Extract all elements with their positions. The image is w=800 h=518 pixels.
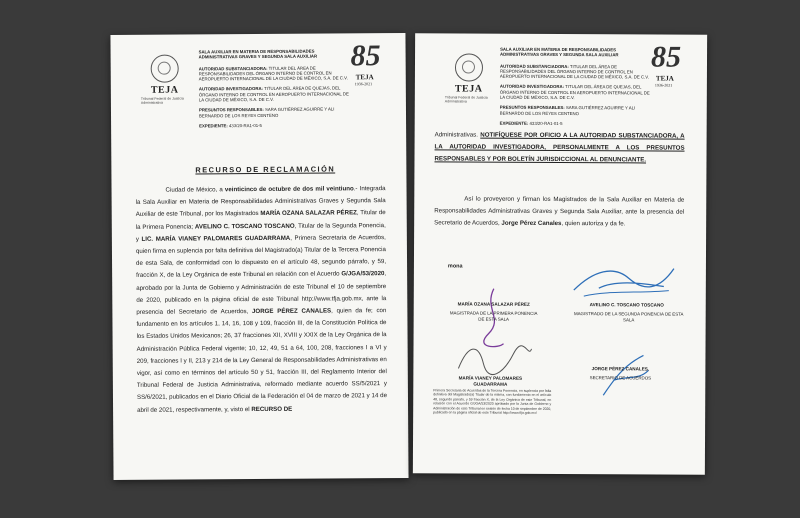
teja-logo: TEJA — [150, 84, 179, 96]
header-sub-label: AUTORIDAD SUBSTANCIADORA: — [499, 63, 569, 69]
header-pres-text: SARA GUTIÉRREZ AGUIRRE Y ALI BERNARDO DE LOS REYES CENTENO — [499, 105, 636, 116]
header-sala: SALA AUXILIAR EN MATERIA DE RESPONSABILIDADES ADMINISTRATIVAS GRAVES Y SEGUNDA SALA AUXILIAR — [198, 48, 318, 60]
header-sub-text: TITULAR DEL ÁREA DE RESPONSABILIDADES DEL ÓRGANO INTERNO DE CONTROL EN AEROPUERTO INTERNACIONAL DE LA CIUDAD DE MÉXICO, S.A. DE C.V. — [499, 63, 649, 80]
header-substanciadora — [199, 65, 349, 82]
header-inv-label: AUTORIDAD INVESTIGADORA: — [499, 84, 565, 90]
header-block — [199, 48, 350, 128]
body-text: Así lo proveyeron y firman los Magistrados de la Sala Auxiliar en Materia de Responsabilidades Administrativas Graves y Segunda Sala Auxiliar, ante la presencia del Secretario de Acuerdos, — [434, 195, 685, 228]
secretary-name: Jorge Pérez Canales — [501, 220, 562, 228]
body-text: .- Integrada la Sala Auxiliar en Materia de Responsabilidades Administrativas Graves y Segunda Sala Auxiliar de este Tribunal, por los Magistrados — [135, 185, 386, 219]
header-expediente — [199, 122, 349, 128]
document-title: RECURSO DE RECLAMACIÓN — [195, 164, 336, 175]
anniversary-logo-years: 1936-2021 — [354, 81, 373, 87]
footnote-suplencia: Primera Secretaria de Acuerdos de la Tercera Ponencia, en suplencia por falta definitiva del Magistrado(a) Titular de la misma, con fundamento en el artículo 48, segundo párrafo, y 59 fracción X, de la Ley Orgánica de este Tribunal, en relación con el Acuerdo G/JGA/53/2020 aprobado por la Junta de Gobierno y Administración de este Tribunal en sesión de fecha 10 de septiembre de 2020, publicado en la página oficial de este Tribunal http://www.tfja.gob.mx/ — [433, 388, 552, 415]
magistrate-name: AVELINO C. TOSCANO TOSCANO — [194, 222, 295, 231]
notification-order: NOTIFÍQUESE POR OFICIO A LA AUTORIDAD SUBSTANCIADORA, A LA AUTORIDAD INVESTIGADORA, PERSONALMENTE A LOS PRESUNTOS RESPONSABLES Y POR BOLETÍN JURISDICCIONAL AL DENUNCIANTE. — [434, 131, 685, 164]
header-pres-text: SARA GUTIÉRREZ AGUIRRE Y ALI BERNARDO DE LOS REYES CENTENO — [198, 106, 335, 119]
body-text: , aprobado por la Junta de Gobierno y Administración de este Tribunal el 10 de septiembre de 2020, publicado en la página oficial de este Tribunal http://www.tfja.gob.mx, ante la presencia del Secretario de Acuerdos, — [136, 270, 387, 316]
magistrate-name: MARÍA OZANA SALAZAR PÉREZ — [260, 209, 357, 218]
header-inv-label: AUTORIDAD INVESTIGADORA: — [198, 86, 263, 92]
anniversary-logo-text: TEJA — [655, 74, 674, 83]
anniversary-85-logo: 85 — [350, 39, 381, 73]
body-date: veinticinco de octubre de dos mil veintiuno — [224, 185, 354, 194]
body-text: , Primera Secretaria de Acuerdos, quien firma en suplencia por falta definitiva del Magistrado(a) Titular de la Tercera Ponencia de esta Sala, de conformidad con lo dispuesto en el artículo 48, segundo párrafo, y 59, fracción X, de la Ley Orgánica de este Tribunal en relación con el Acuerdo — [135, 233, 387, 280]
signature-scribble-palomares — [453, 338, 533, 378]
header-presuntos — [500, 105, 650, 116]
body-text: , quien autoriza y da fe. — [561, 220, 626, 228]
header-inv-text: TITULAR DEL ÁREA DE QUEJAS, DEL ÓRGANO INTERNO DE CONTROL EN AEROPUERTO INTERNACIONAL DE LA CIUDAD DE MÉXICO, S.A. DE C.V. — [499, 84, 650, 101]
header-sub-text: TITULAR DEL ÁREA DE RESPONSABILIDADES DEL ÓRGANO INTERNO DE CONTROL EN AEROPUERTO INTERNACIONAL DE LA CIUDAD DE MÉXICO, S.A. DE C.V. — [198, 65, 348, 82]
secretary-name: JORGE PÉREZ CANALES — [251, 307, 332, 316]
header-expediente — [500, 121, 650, 127]
anniversary-logo-years: 1936-2021 — [654, 82, 673, 88]
body-text: , quien da fe; con fundamento en los artículos 1, 14, 16, 108 y 109, fracción III, de la Constitución Política de los Estados Unidos Mexicanos; 26, 37 fracciones XII, XVIII y XXIX de la Ley Orgánica de la Administración Pública Federal vigente; 10, 12, 49, 51 a 64, 100, 208, fracciones I a VI y 209, fracciones I y II, 213 y 214 de la Ley General de Responsabilidades Administrativas en vigor, así como en términos del artículo 50 y 51, fracción III, del Reglamento Interior del Tribunal Federal de Justicia Administrativa, reformado mediante acuerdo SS/5/2021 y SS/6/2021, publicados en el Diario Oficial de la Federación el 04 de marzo de 2021 y 14 de abril de 2021, respectivamente, y, visto el — [136, 307, 388, 414]
signature-role-toscano: MAGISTRADO DE LA SEGUNDA PONENCIA DE ESTA SALA — [573, 311, 684, 323]
recurso-label: RECURSO DE — [251, 405, 293, 413]
signature-name-perez: JORGE PÉREZ CANALES. — [591, 366, 650, 372]
anniversary-logo-text: TEJA — [355, 73, 374, 82]
header-block — [500, 47, 650, 127]
header-sub-label: AUTORIDAD SUBSTANCIADORA: — [198, 65, 268, 72]
header-pres-label: PRESUNTOS RESPONSABLES: — [499, 105, 565, 111]
secretary-name: LIC. MARÍA VIANEY PALOMARES GUADARRAMA — [141, 234, 291, 243]
header-investigadora — [199, 86, 349, 103]
header-exp-label: EXPEDIENTE: — [199, 123, 228, 129]
signature-scribble-toscano — [569, 260, 679, 306]
teja-logo-subtitle: Tribunal Federal de Justicia Administrativa — [140, 96, 184, 105]
header-sala: SALA AUXILIAR EN MATERIA DE RESPONSABILIDADES ADMINISTRATIVAS GRAVES Y SEGUNDA SALA AUXILIAR — [500, 46, 619, 58]
page2-closing-paragraph — [434, 193, 684, 231]
document-page-2 — [413, 33, 707, 475]
signature-name-toscano: AVELINO C. TOSCANO TOSCANO — [589, 302, 664, 308]
signature-name-salazar: MARÍA OZANA SALAZAR PÉREZ — [457, 301, 530, 307]
page1-body — [135, 183, 387, 417]
document-page-1 — [110, 33, 408, 480]
header-substanciadora — [500, 63, 650, 80]
mexico-seal-icon — [151, 55, 179, 83]
signature-name-palomares: MARÍA VIANEY PALOMARES GUADARRAMA — [458, 375, 523, 387]
teja-logo: TEJA — [454, 83, 483, 95]
body-text: Administrativas. — [434, 131, 481, 139]
body-text: , Titular de la Segunda Ponencia, y — [135, 221, 386, 243]
header-investigadora — [500, 84, 650, 101]
header-exp-text: 433/20-RA1-01-5 — [529, 120, 563, 126]
anniversary-85-logo: 85 — [650, 40, 682, 74]
header-exp-label: EXPEDIENTE: — [499, 120, 529, 126]
header-presuntos — [199, 107, 349, 119]
teja-logo-subtitle: Tribunal Federal de Justicia Administrativa — [444, 95, 488, 104]
page2-notify-paragraph — [434, 129, 684, 167]
signature-role-salazar: MAGISTRADA DE LA PRIMERA PONENCIA DE ESTA SALA — [449, 310, 538, 322]
header-pres-label: PRESUNTOS RESPONSABLES: — [198, 107, 264, 113]
signature-role-perez: SECRETARIO DE ACUERDOS — [589, 375, 652, 381]
header-inv-text: TITULAR DEL ÁREA DE QUEJAS, DEL ÓRGANO INTERNO DE CONTROL EN AEROPUERTO INTERNACIONAL DE LA CIUDAD DE MÉXICO, S.A. DE C.V. — [198, 85, 349, 103]
header-exp-text: 433/20-RA1-01-5 — [228, 122, 262, 129]
mona-note: mona — [447, 263, 463, 270]
body-text: Ciudad de México, a — [165, 186, 225, 194]
acuerdo-number: G/JGA/53/2020 — [341, 270, 385, 278]
mexico-seal-icon — [455, 53, 483, 81]
body-text: , Titular de la Primera Ponencia; — [135, 209, 386, 231]
